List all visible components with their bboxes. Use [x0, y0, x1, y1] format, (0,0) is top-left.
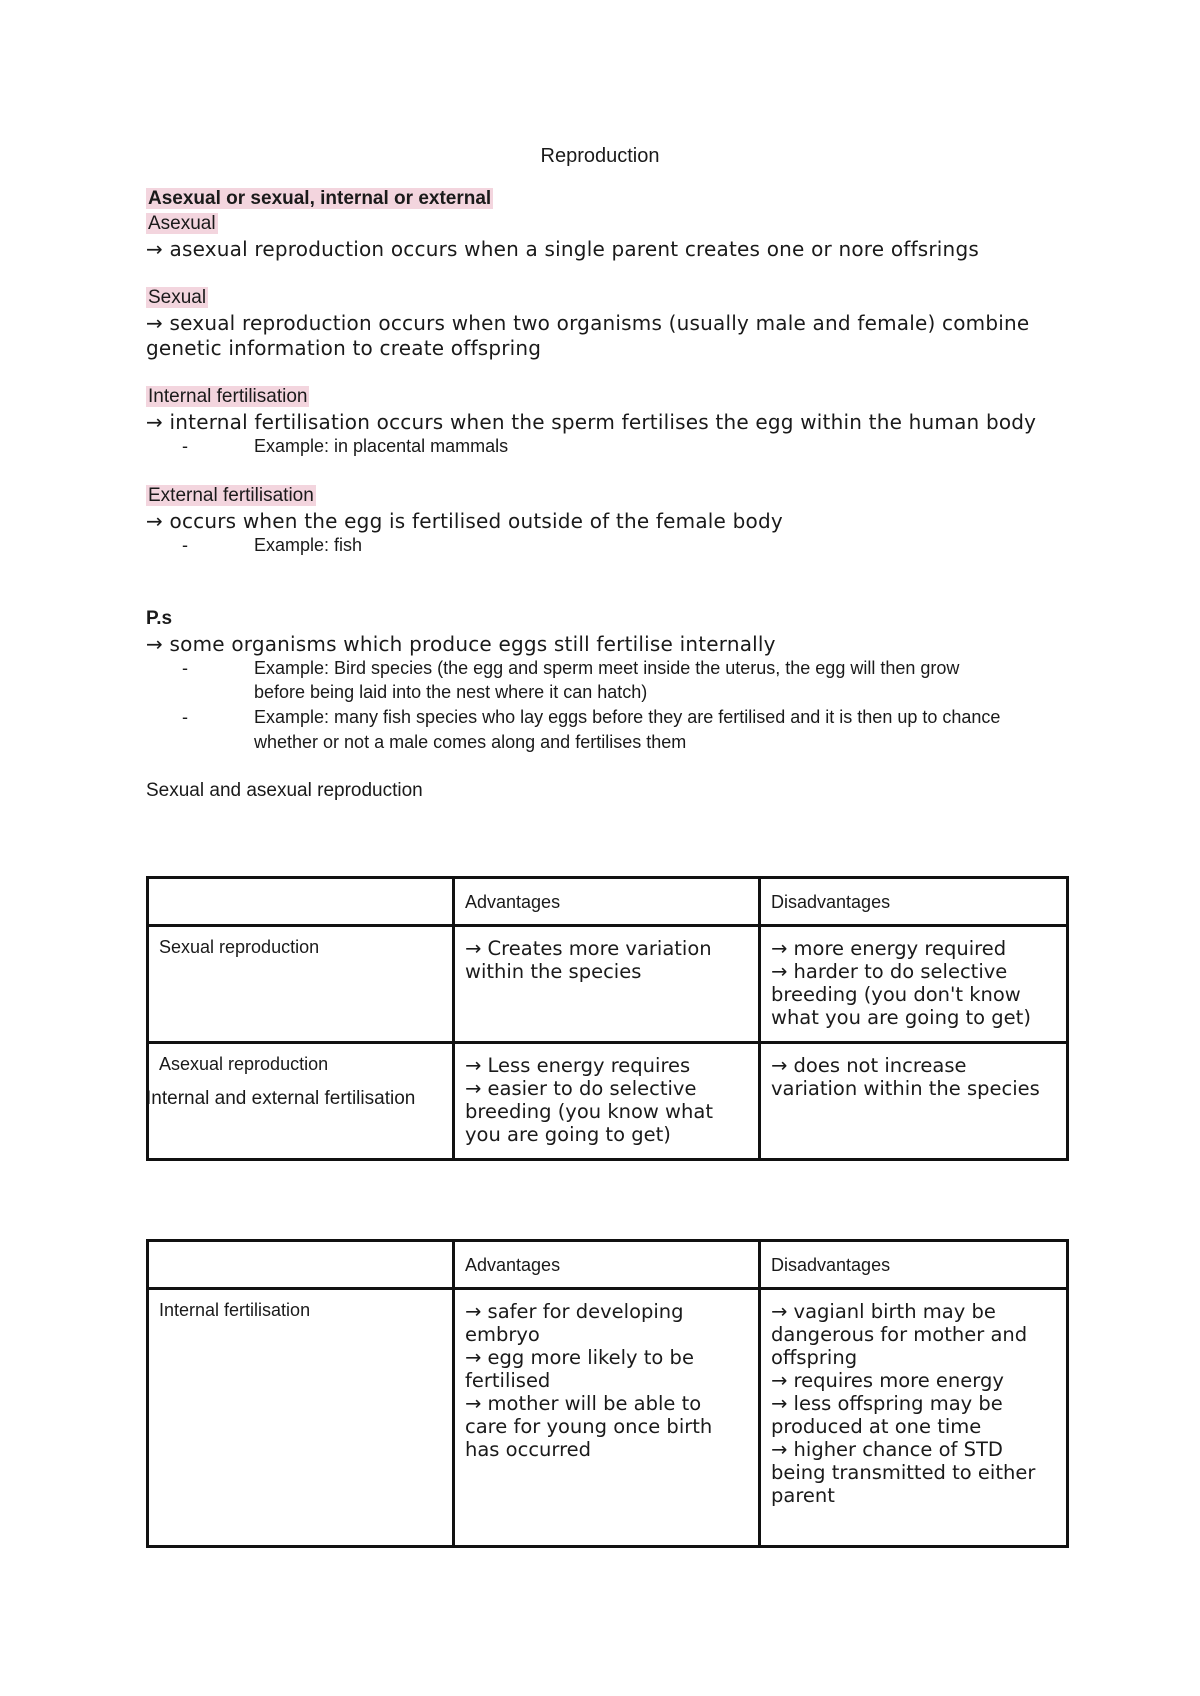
table-row: [148, 1043, 1068, 1160]
disadvantages-cell: [760, 926, 1068, 1043]
disadvantages-cell: [760, 1289, 1068, 1547]
sexual-text-line2: genetic information to create offspring: [146, 336, 542, 360]
table-header-advantages: Advantages: [454, 1241, 760, 1289]
cell-line: → Less energy requires: [465, 1054, 691, 1077]
asexual-text: → asexual reproduction occurs when a single parent creates one or nore offsrings: [146, 237, 979, 261]
cell-line: variation within the species: [771, 1077, 1040, 1100]
disadvantages-cell: [760, 1043, 1068, 1160]
advantages-cell: [454, 1043, 760, 1160]
cell-line: offspring: [771, 1346, 858, 1369]
page-title: Reproduction: [540, 145, 660, 167]
cell-line: breeding (you know what: [465, 1100, 713, 1123]
sexual-label: Sexual: [148, 287, 207, 308]
table1-caption: Sexual and asexual reproduction: [146, 780, 423, 801]
table-header-row: [148, 878, 1068, 926]
table-header-advantages: Advantages: [454, 878, 760, 926]
cell-line: → does not increase: [771, 1054, 967, 1077]
sexual-text-line1: → sexual reproduction occurs when two organisms (usually male and female) combine: [146, 311, 1030, 335]
table-internal-external: [146, 1239, 1069, 1548]
cell-line: → less offspring may be: [771, 1392, 1003, 1415]
ps-label: P.s: [146, 608, 173, 629]
table-sexual-asexual: [146, 876, 1069, 1161]
cell-line: what you are going to get): [771, 1006, 1031, 1029]
external-text: → occurs when the egg is fertilised outside of the female body: [146, 509, 783, 533]
internal-text: → internal fertilisation occurs when the sperm fertilises the egg within the human body: [146, 410, 1037, 434]
cell-line: → mother will be able to: [465, 1392, 702, 1415]
cell-line: fertilised: [465, 1369, 551, 1392]
cell-line: → higher chance of STD: [771, 1438, 1003, 1461]
table2-caption: Internal and external fertilisation: [146, 1088, 416, 1109]
cell-line: embryo: [465, 1323, 540, 1346]
table-header-disadvantages: Disadvantages: [760, 878, 1068, 926]
table-row: [148, 1289, 1068, 1547]
advantages-cell: [454, 926, 760, 1043]
cell-line: → requires more energy: [771, 1369, 1004, 1392]
row-label: Asexual reproduction: [148, 1043, 454, 1160]
table-header-disadvantages: Disadvantages: [760, 1241, 1068, 1289]
row-label: Internal fertilisation: [148, 1289, 454, 1547]
cell-line: produced at one time: [771, 1415, 982, 1438]
table-header-row: [148, 1241, 1068, 1289]
internal-label: Internal fertilisation: [148, 386, 308, 407]
cell-line: within the species: [465, 960, 642, 983]
cell-line: → Creates more variation: [465, 937, 712, 960]
table-header-empty: [148, 1241, 454, 1289]
asexual-label: Asexual: [148, 213, 216, 234]
external-label: External fertilisation: [148, 485, 314, 506]
table-header-empty: [148, 878, 454, 926]
advantages-cell: [454, 1289, 760, 1547]
ps-text: → some organisms which produce eggs still fertilise internally: [146, 632, 776, 656]
row-label: Sexual reproduction: [148, 926, 454, 1043]
table-row: [148, 926, 1068, 1043]
cell-line: breeding (you don't know: [771, 983, 1021, 1006]
document-page: Reproduction Asexual or sexual, internal or external Asexual → asexual reproduction occurs when a single parent creates one or nore offsrings Sexual → sexual reproduction occurs when two organisms (usually male and female) combine genetic information to create offspring Internal fertilisation → internal fertilisation occurs when the sperm fertilises the egg within the human body - Example: in placental mammals External fertilisation → occurs when the egg is fertilised outside of the female body - Example: fish P.s → some organisms which produce eggs still fertilise internally - Example: Bird species (the egg and sperm meet inside the uterus, the egg will then grow before being laid into the nest where it can hatch) - Example: many fish species who lay eggs before they are fertilised and it is then up to chance whether or not a male comes along and fertilises them Sexual and asexual reproduction Internal and external fertilisation Advantages Disadvantages Sexual reproduction → Creates more variation within the species → more energy required → harder to do selective breeding (you don't know what you are going to get) Asexual reproduction → Less energy requires → easier to do selective breeding (you know what you are going to get) → does not increase variation within the species Advantages Disadvantages Internal fertilisation → safer for developing embryo → egg more likely to be fertilised → mother will be able to care for young once birth has occurred → vagianl birth may be dangerous for mother and offspring → requires more energy → less offspring may be produced at one time → higher chance of STD being transmitted to either parent: [0, 0, 1200, 1696]
cell-line: → easier to do selective: [465, 1077, 697, 1100]
cell-line: care for young once birth: [465, 1415, 713, 1438]
cell-line: dangerous for mother and: [771, 1323, 1028, 1346]
cell-line: → safer for developing: [465, 1300, 684, 1323]
cell-line: → harder to do selective: [771, 960, 1008, 983]
cell-line: has occurred: [465, 1438, 592, 1461]
cell-line: you are going to get): [465, 1123, 671, 1146]
cell-line: parent: [771, 1484, 835, 1507]
cell-line: being transmitted to either: [771, 1461, 1036, 1484]
cell-line: → egg more likely to be: [465, 1346, 694, 1369]
cell-line: → more energy required: [771, 937, 1007, 960]
section-heading: Asexual or sexual, internal or external: [148, 188, 492, 209]
cell-line: → vagianl birth may be: [771, 1300, 996, 1323]
